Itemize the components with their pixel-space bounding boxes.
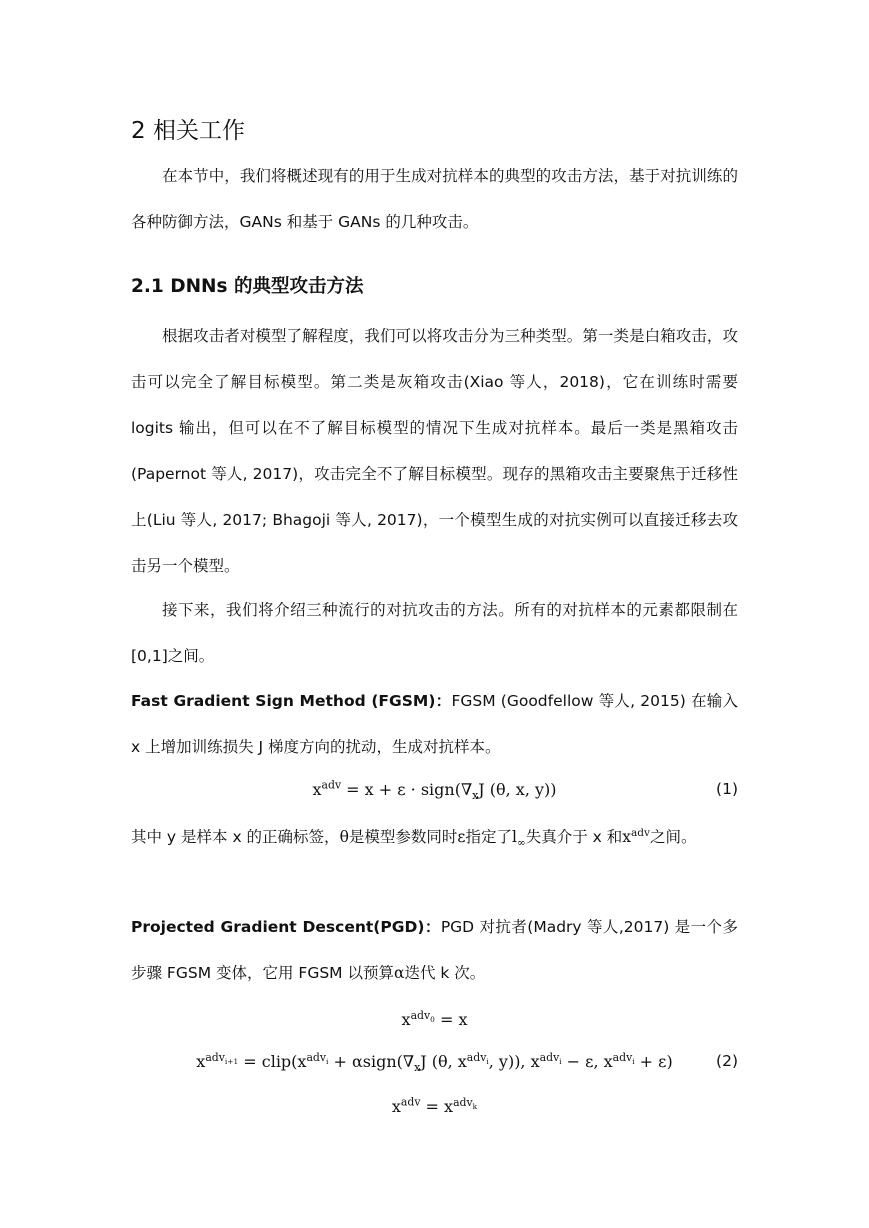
intro-paragraph: 在本节中，我们将概述现有的用于生成对抗样本的典型的攻击方法，基于对抗训练的各种防御方法，GANs 和基于 GANs 的几种攻击。: [131, 167, 738, 231]
fgsm-paragraph: [131, 678, 738, 770]
equation-1-body: $x^{adv} = x + \varepsilon$ · $sign(\nabla_xJ$ (θ, x, y)): [312, 778, 557, 803]
equation-2b: $x^{adv_{i+1}}$ = $clip(x^{adv_i}$ + $\alpha sign(\nabla_xJ$ (θ, $x^{adv_i}$, y)), $x^{adv_i} - \varepsilon$, $x^{adv_i} + \varepsilon$) (2): [196, 1050, 738, 1075]
fgsm-term: Fast Gradient Sign Method (FGSM)：: [131, 692, 452, 710]
pgd-paragraph: Projected Gradient Descent(PGD)：PGD 对抗者(Madry 等人,2017) 是一个多步骤 FGSM 变体，它用 FGSM 以预算α迭代 k 次。: [131, 918, 738, 982]
equation-number-2: (2): [716, 1052, 738, 1070]
where-paragraph: 其中 y 是样本 x 的正确标签，θ是模型参数同时ε指定了$l_\infty$失真介于 x 和$x^{adv}$之间。: [131, 826, 697, 850]
equation-2c: $x^{adv} = x^{adv_k}$: [391, 1095, 478, 1116]
attack-intro-paragraph: 接下来，我们将介绍三种流行的对抗攻击的方法。所有的对抗样本的元素都限制在[0,1]之间。: [131, 601, 738, 665]
pgd-term: Projected Gradient Descent(PGD)：: [131, 918, 441, 936]
equation-2a: $x^{adv_0} = x$: [401, 1008, 468, 1029]
fgsm-text: FGSM (Goodfellow 等人, 2015) 在输入 x 上增加训练损失 J 梯度方向的扰动，生成对抗样本。: [131, 692, 738, 756]
equation-number-1: (1): [716, 780, 738, 798]
equation-1: [131, 780, 738, 810]
attack-types-paragraph: 根据攻击者对模型了解程度，我们可以将攻击分为三种类型。第一类是白箱攻击，攻击可以完全了解目标模型。第二类是灰箱攻击(Xiao 等人，2018)，它在训练时需要 logits 输出，但可以在不了解目标模型的情况下生成对抗样本。最后一类是黑箱攻击(Papernot 等人, 2017)，攻击完全不了解目标模型。现存的黑箱攻击主要聚焦于迁移性上(Liu 等人, 2017; Bhagoji 等人, 2017)，一个模型生成的对抗实例可以直接迁移去攻击另一个模型。: [131, 327, 738, 575]
subsection-title: 2.1 DNNs 的典型攻击方法: [131, 276, 364, 297]
section-title: 2 相关工作: [131, 118, 245, 144]
